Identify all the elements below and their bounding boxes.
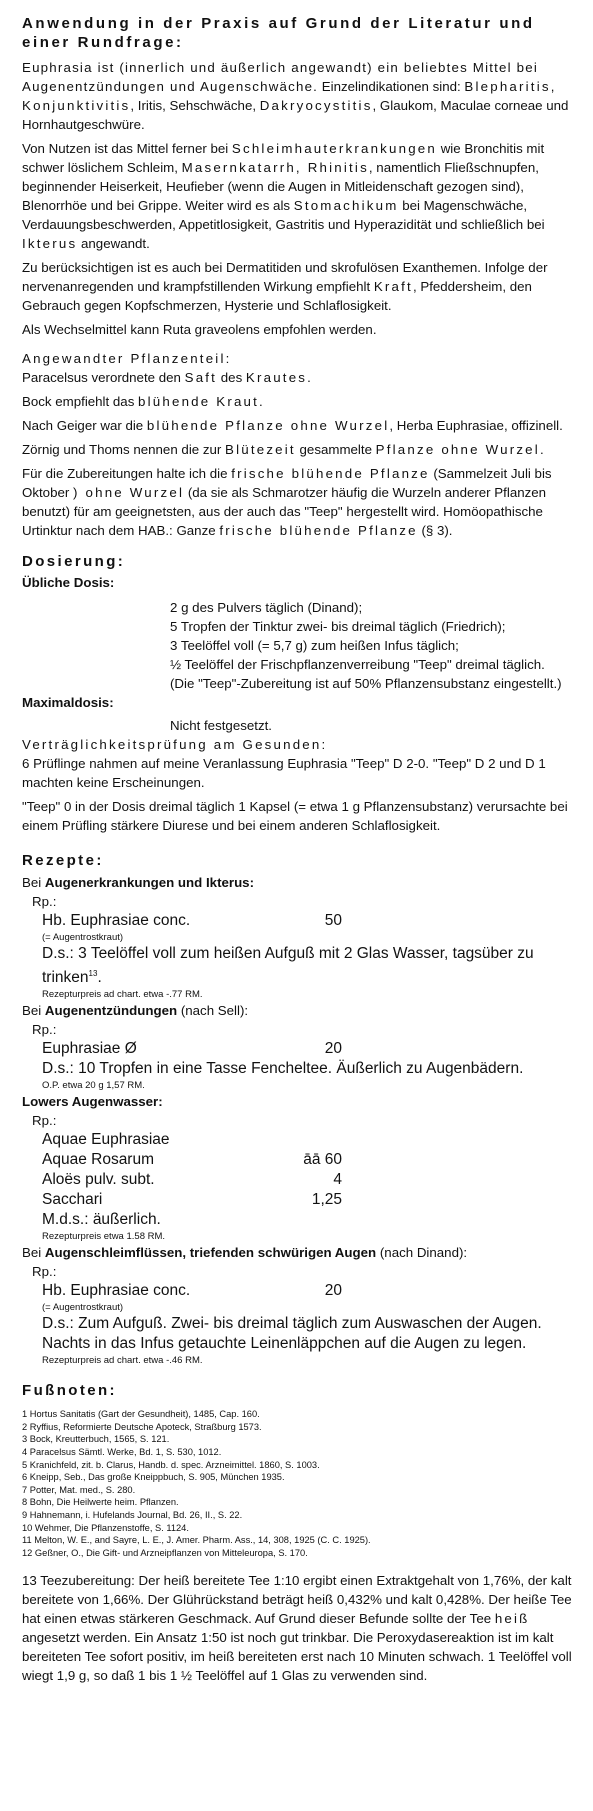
- recipe-3-title: Lowers Augenwasser:: [22, 1094, 163, 1110]
- dose-line: 3 Teelöffel voll (= 5,7 g) zum heißen Infus täglich;: [170, 638, 459, 653]
- paragraph-pflanzenteil-4: Zörnig und Thoms nennen die zur Blütezeit gesammelte Pflanze ohne Wurzel.: [22, 442, 544, 457]
- footnote-item: 9 Hahnemann, i. Hufelands Journal, Bd. 26, II., S. 22.: [22, 1509, 243, 1520]
- recipe-4-rp: Rp.:: [32, 1264, 57, 1280]
- dose-line: ½ Teelöffel der Frischpflanzenverreibung "Teep" dreimal täglich.: [170, 657, 545, 672]
- paragraph-pflanzenteil-3: Nach Geiger war die blühende Pflanze ohne Wurzel, Herba Euphrasiae, offizinell.: [22, 418, 563, 433]
- section-heading-dosierung: Dosierung:: [22, 553, 126, 570]
- footnote-item: 5 Kranichfeld, zit. b. Clarus, Handb. d. spec. Arzneimittel. 1860, S. 1003.: [22, 1459, 320, 1470]
- max-dose-value: Nicht festgesetzt.: [170, 718, 272, 733]
- subheading-vertraeglichkeit: Verträglichkeitsprüfung am Gesunden:: [22, 737, 328, 752]
- footnote-item: 4 Paracelsus Sämtl. Werke, Bd. 1, S. 530, 1012.: [22, 1446, 222, 1457]
- paragraph-praxis-4: Als Wechselmittel kann Ruta graveolens empfohlen werden.: [22, 322, 377, 337]
- recipe-4-title: Bei Augenschleimflüssen, triefenden schwürigen Augen (nach Dinand):: [22, 1245, 468, 1261]
- recipe-3-ingredient: Aloës pulv. subt. 4: [42, 1171, 342, 1189]
- recipe-3-price: Rezepturpreis etwa 1.58 RM.: [42, 1231, 166, 1243]
- paragraph-praxis-1: Euphrasia ist (innerlich und äußerlich angewandt) ein beliebtes Mittel bei Augenentzündungen und Augenschwäche. Einzelindikationen sind: Blepharitis, Konjunktivitis, Iritis, Sehschwäche, Dakryocystitis, Glaukom, Maculae corneae und Hornhautgeschwüre.: [22, 60, 569, 132]
- footnote-item: 2 Ryffius, Reformierte Deutsche Apoteck, Straßburg 1573.: [22, 1421, 262, 1432]
- dose-line: 2 g des Pulvers täglich (Dinand);: [170, 600, 363, 615]
- dose-list: [22, 592, 578, 693]
- recipe-1-ingredient: Hb. Euphrasiae conc. 50: [42, 912, 342, 929]
- footnote-13: 13 Teezubereitung: Der heiß bereitete Tee 1:10 ergibt einen Extraktgehalt von 1,76%, der kalt bereitete von 1,66%. Der Glührückstand beträgt heiß 0,432% und kalt 0,428%. Der heiße Tee hat einen etwas stärkeren Geschmack. Auf Grund dieser Befunde sollte der Tee heiß angesetzt werden. Ein Ansatz 1:50 ist noch gut trinkbar. Die Peroxydasereaktion ist im kalt bereiteten Tee sofort positiv, im heiß bereiteten erst nach 10 Minuten schwach. 1 Teelöffel voll wiegt 1,9 g, so daß 1 bis 1 ½ Teelöffel auf 1 Glas zu verwenden sind.: [22, 1573, 572, 1684]
- footnote-item: 10 Wehmer, Die Pflanzenstoffe, S. 1124.: [22, 1522, 189, 1533]
- paragraph-praxis-3: Zu berücksichtigen ist es auch bei Dermatitiden und skrofulösen Exanthemen. Infolge der nervenanregenden und krampfstillenden Wirkung empfiehlt Kraft, Pfeddersheim, den Gebrauch gegen Kopfschmerzen, Hysterie und Schlaflosigkeit.: [22, 260, 548, 313]
- recipe-1-note: (= Augentrostkraut): [42, 932, 124, 943]
- label-uebliche-dosis: Übliche Dosis:: [22, 575, 115, 590]
- recipe-2-ingredient: Euphrasiae Ø 20: [42, 1040, 342, 1058]
- recipe-4-price: Rezepturpreis ad chart. etwa -.46 RM.: [42, 1355, 203, 1367]
- dose-line: 5 Tropfen der Tinktur zwei- bis dreimal täglich (Friedrich);: [170, 619, 506, 634]
- footnote-item: 1 Hortus Sanitatis (Gart der Gesundheit), 1485, Cap. 160.: [22, 1409, 260, 1420]
- recipe-3-rp: Rp.:: [32, 1113, 57, 1129]
- footnote-item: 12 Geßner, O., Die Gift- und Arzneipflanzen von Mitteleuropa, S. 170.: [22, 1547, 308, 1558]
- document: [22, 14, 578, 1685]
- subheading-pflanzenteil: Angewandter Pflanzenteil:: [22, 351, 232, 366]
- recipe-1-title: Bei Augenerkrankungen und Ikterus:: [22, 875, 255, 890]
- recipe-1-ds: D.s.: 3 Teelöffel voll zum heißen Aufguß mit 2 Glas Wasser, tagsüber zu trinken$^{13}$.: [42, 945, 534, 987]
- paragraph-pflanzenteil-1: Paracelsus verordnete den Saft des Krautes.: [22, 370, 311, 385]
- dose-line: (Die "Teep"-Zubereitung ist auf 50% Pflanzensubstanz eingestellt.): [170, 676, 562, 691]
- recipe-3-mds: M.d.s.: äußerlich.: [42, 1211, 161, 1229]
- recipe-3-ingredient: Aquae Rosarum āā 60: [42, 1151, 342, 1169]
- footnote-item: 7 Potter, Mat. med., S. 280.: [22, 1484, 136, 1495]
- section-heading-fussnoten: Fußnoten:: [22, 1382, 117, 1400]
- recipe-2-title: Bei Augenentzündungen (nach Sell):: [22, 1003, 249, 1019]
- footnote-item: 3 Bock, Kreutterbuch, 1565, S. 121.: [22, 1434, 170, 1445]
- recipe-1-price: Rezepturpreis ad chart. etwa -.77 RM.: [42, 989, 203, 1001]
- recipe-4-ds: D.s.: Zum Aufguß. Zwei- bis dreimal täglich zum Auswaschen der Augen. Nachts in das Infus getauchte Leinenläppchen auf die Augen zu legen.: [42, 1315, 542, 1353]
- label-maximaldosis: Maximaldosis:: [22, 695, 114, 710]
- paragraph-vertraeglichkeit-2: "Teep" 0 in der Dosis dreimal täglich 1 Kapsel (= etwa 1 g Pflanzensubstanz) verursachte bei einem Prüfling stärkere Diurese und bei einem anderen Schlaflosigkeit.: [22, 799, 568, 833]
- recipe-2-price: O.P. etwa 20 g 1,57 RM.: [42, 1080, 145, 1092]
- recipe-2-ds: D.s.: 10 Tropfen in eine Tasse Fencheltee. Äußerlich zu Augenbädern.: [42, 1060, 524, 1078]
- recipe-4-note: (= Augentrostkraut): [42, 1302, 124, 1314]
- footnote-list: [22, 1408, 578, 1559]
- paragraph-vertraeglichkeit-1: 6 Prüflinge nahmen auf meine Veranlassung Euphrasia "Teep" D 2-0. "Teep" D 2 und D 1 machten keine Erscheinungen.: [22, 756, 546, 790]
- recipe-2-rp: Rp.:: [32, 1022, 57, 1038]
- recipe-3-ingredient: Aquae Euphrasiae: [42, 1131, 170, 1149]
- paragraph-pflanzenteil-5: Für die Zubereitungen halte ich die frische blühende Pflanze (Sammelzeit Juli bis Oktober ) ohne Wurzel (da sie als Schmarotzer häufig die Wurzeln anderer Pflanzen benutzt) für am geeignetsten, aus der auch das "Teep" hergestellt wird. Homöopathische Urtinktur nach dem HAB.: Ganze frische blühende Pflanze (§ 3).: [22, 466, 552, 538]
- footnote-item: 8 Bohn, Die Heilwerte heim. Pflanzen.: [22, 1497, 179, 1508]
- paragraph-pflanzenteil-2: Bock empfiehlt das blühende Kraut.: [22, 394, 263, 409]
- paragraph-praxis-2: Von Nutzen ist das Mittel ferner bei Schleimhauterkrankungen wie Bronchitis mit schwer löslichem Schleim, Masernkatarrh, Rhinitis, namentlich Fließschnupfen, beginnender Heiserkeit, Heufieber (wenn die Augen in Mitleidenschaft gezogen sind), Blenorrhöe und bei Grippe. Weiter wird es als Stomachikum bei Magenschwäche, Verdauungsbeschwerden, Appetitlosigkeit, Gastritis und Hyperazidität und schließlich bei Ikterus angewandt.: [22, 141, 545, 251]
- section-heading-rezepte: Rezepte:: [22, 852, 104, 869]
- footnote-item: 6 Kneipp, Seb., Das große Kneippbuch, S. 905, München 1935.: [22, 1472, 285, 1483]
- recipe-4-ingredient: Hb. Euphrasiae conc. 20: [42, 1282, 342, 1300]
- recipe-3-ingredient: Sacchari 1,25: [42, 1191, 342, 1209]
- footnote-item: 11 Melton, W. E., and Sayre, L. E., J. Amer. Pharm. Ass., 14, 308, 1925 (C. C. 1925).: [22, 1535, 371, 1546]
- section-heading-praxis: Anwendung in der Praxis auf Grund der Literatur und einer Rundfrage:: [22, 15, 535, 51]
- recipe-1-rp: Rp.:: [32, 894, 57, 909]
